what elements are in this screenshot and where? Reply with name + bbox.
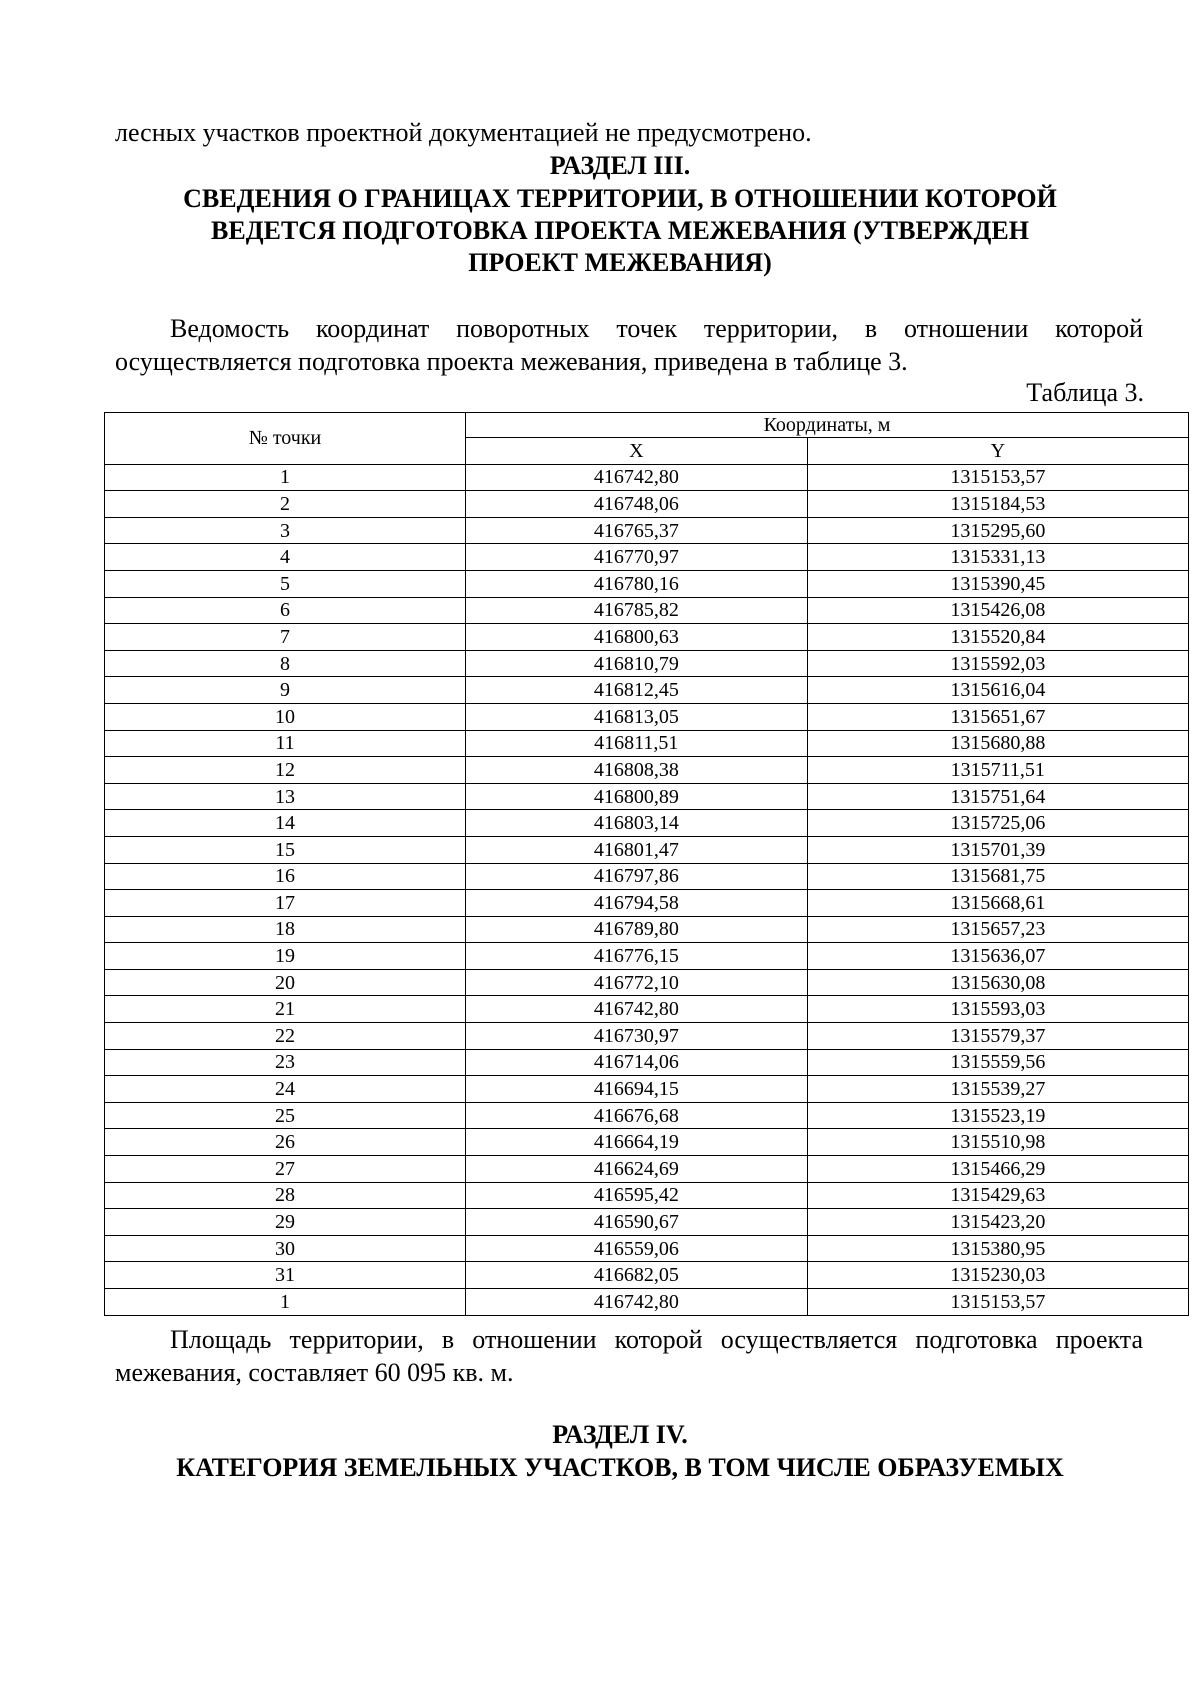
x-coordinate-cell: 416794,58 — [466, 890, 808, 917]
y-coordinate-cell: 1315295,60 — [807, 517, 1188, 544]
y-coordinate-cell: 1315380,95 — [807, 1235, 1188, 1262]
table-row — [105, 1049, 1189, 1076]
header-x: X — [466, 438, 808, 465]
table-row — [105, 836, 1189, 863]
point-number-cell: 29 — [105, 1209, 466, 1236]
y-coordinate-cell: 1315510,98 — [807, 1129, 1188, 1156]
table-row — [105, 544, 1189, 571]
y-coordinate-cell: 1315592,03 — [807, 650, 1188, 677]
x-coordinate-cell: 416800,63 — [466, 624, 808, 651]
table-row — [105, 1102, 1189, 1129]
intro-line: лесных участков проектной документацией не предусмотрено. — [115, 118, 812, 147]
header-y: Y — [807, 438, 1188, 465]
table-row — [105, 943, 1189, 970]
point-number-cell: 7 — [105, 624, 466, 651]
section3-subtitle-line-1: СВЕДЕНИЯ О ГРАНИЦАХ ТЕРРИТОРИИ, В ОТНОШЕНИИ КОТОРОЙ — [183, 184, 1057, 213]
point-number-cell: 24 — [105, 1076, 466, 1103]
point-number-cell: 22 — [105, 1023, 466, 1050]
x-coordinate-cell: 416714,06 — [466, 1049, 808, 1076]
x-coordinate-cell: 416800,89 — [466, 783, 808, 810]
point-number-cell: 11 — [105, 730, 466, 757]
y-coordinate-cell: 1315331,13 — [807, 544, 1188, 571]
point-number-cell: 4 — [105, 544, 466, 571]
section4-subtitle: КАТЕГОРИЯ ЗЕМЕЛЬНЫХ УЧАСТКОВ, В ТОМ ЧИСЛЕ ОБРАЗУЕМЫХ — [176, 1453, 1064, 1482]
point-number-cell: 17 — [105, 890, 466, 917]
x-coordinate-cell: 416694,15 — [466, 1076, 808, 1103]
y-coordinate-cell: 1315153,57 — [807, 464, 1188, 491]
point-number-cell: 25 — [105, 1102, 466, 1129]
point-number-cell: 27 — [105, 1156, 466, 1183]
x-coordinate-cell: 416765,37 — [466, 517, 808, 544]
y-coordinate-cell: 1315681,75 — [807, 863, 1188, 890]
table-row — [105, 1209, 1189, 1236]
table-row — [105, 1076, 1189, 1103]
paragraph-area: Площадь территории, в отношении которой осуществляется подготовка проекта межевания, составляет 60 095 кв. м. — [115, 1325, 1143, 1387]
point-number-cell: 19 — [105, 943, 466, 970]
x-coordinate-cell: 416742,80 — [466, 996, 808, 1023]
x-coordinate-cell: 416811,51 — [466, 730, 808, 757]
paragraph-coordinates-intro: Ведомость координат поворотных точек территории, в отношении которой осуществляется подготовка проекта межевания, приведена в таблице 3. — [115, 314, 1143, 376]
point-number-cell: 21 — [105, 996, 466, 1023]
x-coordinate-cell: 416808,38 — [466, 757, 808, 784]
y-coordinate-cell: 1315523,19 — [807, 1102, 1188, 1129]
table-row — [105, 810, 1189, 837]
table-row — [105, 624, 1189, 651]
point-number-cell: 13 — [105, 783, 466, 810]
y-coordinate-cell: 1315668,61 — [807, 890, 1188, 917]
point-number-cell: 26 — [105, 1129, 466, 1156]
table-caption: Таблица 3. — [1026, 378, 1144, 407]
y-coordinate-cell: 1315636,07 — [807, 943, 1188, 970]
x-coordinate-cell: 416676,68 — [466, 1102, 808, 1129]
table-row — [105, 730, 1189, 757]
y-coordinate-cell: 1315630,08 — [807, 969, 1188, 996]
section3-subtitle-line-3: ПРОЕКТ МЕЖЕВАНИЯ) — [468, 248, 772, 277]
y-coordinate-cell: 1315559,56 — [807, 1049, 1188, 1076]
y-coordinate-cell: 1315426,08 — [807, 597, 1188, 624]
point-number-cell: 1 — [105, 464, 466, 491]
y-coordinate-cell: 1315153,57 — [807, 1289, 1188, 1316]
x-coordinate-cell: 416810,79 — [466, 650, 808, 677]
x-coordinate-cell: 416590,67 — [466, 1209, 808, 1236]
table-row — [105, 464, 1189, 491]
table-row — [105, 491, 1189, 518]
point-number-cell: 30 — [105, 1235, 466, 1262]
x-coordinate-cell: 416789,80 — [466, 916, 808, 943]
table-row — [105, 517, 1189, 544]
y-coordinate-cell: 1315725,06 — [807, 810, 1188, 837]
table-row — [105, 677, 1189, 704]
header-point-number: № точки — [105, 413, 466, 465]
y-coordinate-cell: 1315657,23 — [807, 916, 1188, 943]
y-coordinate-cell: 1315539,27 — [807, 1076, 1188, 1103]
point-number-cell: 2 — [105, 491, 466, 518]
y-coordinate-cell: 1315651,67 — [807, 703, 1188, 730]
table-row — [105, 757, 1189, 784]
point-number-cell: 9 — [105, 677, 466, 704]
coordinates-table — [104, 412, 1189, 1316]
x-coordinate-cell: 416664,19 — [466, 1129, 808, 1156]
point-number-cell: 23 — [105, 1049, 466, 1076]
y-coordinate-cell: 1315230,03 — [807, 1262, 1188, 1289]
y-coordinate-cell: 1315429,63 — [807, 1182, 1188, 1209]
y-coordinate-cell: 1315390,45 — [807, 570, 1188, 597]
x-coordinate-cell: 416682,05 — [466, 1262, 808, 1289]
table-row — [105, 1129, 1189, 1156]
x-coordinate-cell: 416803,14 — [466, 810, 808, 837]
point-number-cell: 10 — [105, 703, 466, 730]
x-coordinate-cell: 416797,86 — [466, 863, 808, 890]
y-coordinate-cell: 1315466,29 — [807, 1156, 1188, 1183]
x-coordinate-cell: 416813,05 — [466, 703, 808, 730]
section4-title: РАЗДЕЛ IV. — [552, 1420, 688, 1449]
section3-title: РАЗДЕЛ III. — [549, 151, 691, 180]
point-number-cell: 16 — [105, 863, 466, 890]
y-coordinate-cell: 1315520,84 — [807, 624, 1188, 651]
y-coordinate-cell: 1315593,03 — [807, 996, 1188, 1023]
table-row — [105, 1289, 1189, 1316]
point-number-cell: 8 — [105, 650, 466, 677]
table-row — [105, 1156, 1189, 1183]
table-row — [105, 1023, 1189, 1050]
x-coordinate-cell: 416730,97 — [466, 1023, 808, 1050]
x-coordinate-cell: 416772,10 — [466, 969, 808, 996]
table-row — [105, 783, 1189, 810]
y-coordinate-cell: 1315423,20 — [807, 1209, 1188, 1236]
table-row — [105, 597, 1189, 624]
table-row — [105, 1182, 1189, 1209]
point-number-cell: 14 — [105, 810, 466, 837]
x-coordinate-cell: 416742,80 — [466, 1289, 808, 1316]
point-number-cell: 3 — [105, 517, 466, 544]
point-number-cell: 15 — [105, 836, 466, 863]
x-coordinate-cell: 416801,47 — [466, 836, 808, 863]
table-row — [105, 1235, 1189, 1262]
point-number-cell: 5 — [105, 570, 466, 597]
point-number-cell: 31 — [105, 1262, 466, 1289]
x-coordinate-cell: 416780,16 — [466, 570, 808, 597]
point-number-cell: 6 — [105, 597, 466, 624]
x-coordinate-cell: 416624,69 — [466, 1156, 808, 1183]
table-row — [105, 916, 1189, 943]
y-coordinate-cell: 1315711,51 — [807, 757, 1188, 784]
x-coordinate-cell: 416776,15 — [466, 943, 808, 970]
table-row — [105, 650, 1189, 677]
y-coordinate-cell: 1315616,04 — [807, 677, 1188, 704]
point-number-cell: 20 — [105, 969, 466, 996]
y-coordinate-cell: 1315184,53 — [807, 491, 1188, 518]
x-coordinate-cell: 416742,80 — [466, 464, 808, 491]
table-row — [105, 890, 1189, 917]
x-coordinate-cell: 416595,42 — [466, 1182, 808, 1209]
y-coordinate-cell: 1315751,64 — [807, 783, 1188, 810]
table-row — [105, 703, 1189, 730]
y-coordinate-cell: 1315680,88 — [807, 730, 1188, 757]
y-coordinate-cell: 1315579,37 — [807, 1023, 1188, 1050]
x-coordinate-cell: 416748,06 — [466, 491, 808, 518]
x-coordinate-cell: 416785,82 — [466, 597, 808, 624]
x-coordinate-cell: 416770,97 — [466, 544, 808, 571]
header-coordinates: Координаты, м — [466, 413, 1189, 438]
point-number-cell: 1 — [105, 1289, 466, 1316]
x-coordinate-cell: 416559,06 — [466, 1235, 808, 1262]
y-coordinate-cell: 1315701,39 — [807, 836, 1188, 863]
point-number-cell: 18 — [105, 916, 466, 943]
table-row — [105, 996, 1189, 1023]
x-coordinate-cell: 416812,45 — [466, 677, 808, 704]
coordinates-table-body — [105, 464, 1189, 1315]
table-row — [105, 570, 1189, 597]
table-row — [105, 969, 1189, 996]
table-row — [105, 1262, 1189, 1289]
table-row — [105, 863, 1189, 890]
point-number-cell: 28 — [105, 1182, 466, 1209]
section3-subtitle-line-2: ВЕДЕТСЯ ПОДГОТОВКА ПРОЕКТА МЕЖЕВАНИЯ (УТВЕРЖДЕН — [211, 216, 1029, 245]
point-number-cell: 12 — [105, 757, 466, 784]
